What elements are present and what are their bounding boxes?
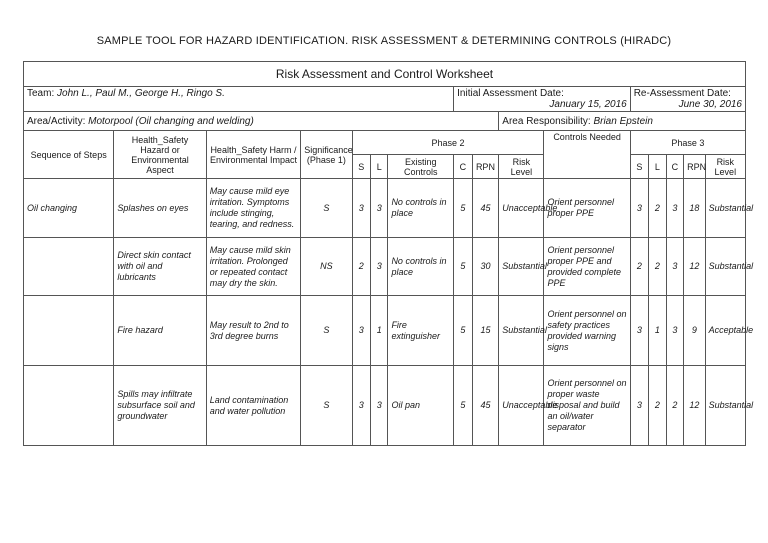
reassessment-cell: [630, 87, 745, 112]
header-harm: Health_Safety Harm / Environmental Impact: [206, 131, 300, 179]
reassessment-label: Re-Assessment Date:: [633, 88, 731, 99]
cell-p3-risk-level: Substantial: [705, 179, 745, 238]
cell-p2-rpn: 30: [472, 238, 499, 296]
cell-sequence: [24, 366, 114, 446]
cell-sequence: [24, 238, 114, 296]
area-responsibility-value: Brian Epstein: [593, 115, 653, 127]
cell-controls-needed: Orient personnel on safety practices provided warning signs: [544, 296, 630, 366]
cell-p2-c: 5: [454, 366, 472, 446]
cell-sequence: [24, 296, 114, 366]
header-significance: Significance (Phase 1): [301, 131, 352, 179]
cell-hazard: Splashes on eyes: [114, 179, 206, 238]
cell-p3-l: 2: [649, 366, 666, 446]
cell-p3-rpn: 12: [684, 366, 706, 446]
cell-significance: NS: [301, 238, 352, 296]
cell-p2-l: 3: [370, 366, 387, 446]
cell-p2-l: 3: [370, 179, 387, 238]
initial-assessment-cell: [454, 87, 631, 112]
cell-p2-risk-level: Substantial: [499, 296, 544, 366]
cell-p2-s: 3: [352, 179, 370, 238]
cell-p3-c: 2: [666, 366, 683, 446]
header-p2-s: S: [352, 155, 370, 179]
area-activity-cell: [24, 112, 499, 131]
cell-p2-l: 3: [370, 238, 387, 296]
cell-p3-risk-level: Substantial: [705, 366, 745, 446]
header-p3-risk-level: Risk Level: [705, 155, 745, 179]
cell-hazard: Spills may infiltrate subsurface soil and groundwater: [114, 366, 206, 446]
cell-existing-controls: Oil pan: [388, 366, 454, 446]
cell-p3-risk-level: Acceptable: [705, 296, 745, 366]
header-p3-l: L: [649, 155, 666, 179]
cell-p2-s: 3: [352, 296, 370, 366]
header-p2-existing-controls: Existing Controls: [388, 155, 454, 179]
table-row: [24, 238, 746, 296]
area-responsibility-label: Area Responsibility:: [502, 115, 591, 127]
cell-p3-c: 3: [666, 296, 683, 366]
header-sequence: Sequence of Steps: [24, 131, 114, 179]
area-activity-label: Area/Activity:: [27, 115, 86, 127]
cell-p2-rpn: 45: [472, 179, 499, 238]
cell-p2-risk-level: Unacceptable: [499, 366, 544, 446]
worksheet-title: Risk Assessment and Control Worksheet: [24, 62, 746, 87]
team-label: Team:: [27, 88, 55, 99]
cell-hazard: Direct skin contact with oil and lubricants: [114, 238, 206, 296]
header-hazard: Health_Safety Hazard or Environmental Aspect: [114, 131, 206, 179]
header-p2-l: L: [370, 155, 387, 179]
cell-p2-rpn: 15: [472, 296, 499, 366]
cell-sequence: Oil changing: [24, 179, 114, 238]
table-row: [24, 366, 746, 446]
cell-p3-rpn: 9: [684, 296, 706, 366]
cell-existing-controls: No controls in place: [388, 238, 454, 296]
cell-hazard: Fire hazard: [114, 296, 206, 366]
header-controls-needed: Controls Needed: [544, 131, 630, 179]
table-row: [24, 179, 746, 238]
cell-p2-c: 5: [454, 179, 472, 238]
cell-p3-rpn: 18: [684, 179, 706, 238]
cell-p3-c: 3: [666, 238, 683, 296]
cell-p3-rpn: 12: [684, 238, 706, 296]
area-responsibility-cell: [499, 112, 746, 131]
header-p3-c: C: [666, 155, 683, 179]
cell-p3-c: 3: [666, 179, 683, 238]
header-p2-risk-level: Risk Level: [499, 155, 544, 179]
cell-p3-s: 3: [630, 179, 648, 238]
cell-significance: S: [301, 366, 352, 446]
cell-controls-needed: Orient personnel proper PPE: [544, 179, 630, 238]
cell-p3-s: 2: [630, 238, 648, 296]
cell-harm: Land contamination and water pollution: [206, 366, 300, 446]
cell-p3-s: 3: [630, 296, 648, 366]
risk-worksheet-table: [23, 61, 754, 446]
cell-p2-c: 5: [454, 238, 472, 296]
page-heading: SAMPLE TOOL FOR HAZARD IDENTIFICATION. RISK ASSESSMENT & DETERMINING CONTROLS (HIRADC): [96, 35, 672, 47]
cell-significance: S: [301, 179, 352, 238]
cell-significance: S: [301, 296, 352, 366]
team-value: John L., Paul M., George H., Ringo S.: [57, 88, 225, 99]
cell-p2-s: 2: [352, 238, 370, 296]
cell-p2-c: 5: [454, 296, 472, 366]
area-activity-value: Motorpool (Oil changing and welding): [88, 115, 254, 127]
cell-p2-rpn: 45: [472, 366, 499, 446]
cell-controls-needed: Orient personnel proper PPE and provided complete PPE: [544, 238, 630, 296]
cell-p2-risk-level: Substantial: [499, 238, 544, 296]
reassessment-value: June 30, 2016: [678, 99, 742, 110]
cell-p2-s: 3: [352, 366, 370, 446]
cell-harm: May cause mild skin irritation. Prolonged or repeated contact may dry the skin.: [206, 238, 300, 296]
cell-harm: May cause mild eye irritation. Symptoms include stinging, tearing, and redness.: [206, 179, 300, 238]
cell-harm: May result to 2nd to 3rd degree burns: [206, 296, 300, 366]
cell-p3-l: 2: [649, 179, 666, 238]
cell-p3-s: 3: [630, 366, 648, 446]
cell-p3-l: 2: [649, 238, 666, 296]
initial-assessment-value: January 15, 2016: [549, 99, 627, 110]
header-p3-rpn: RPN: [684, 155, 706, 179]
initial-assessment-label: Initial Assessment Date:: [457, 88, 564, 99]
header-p2-rpn: RPN: [472, 155, 499, 179]
header-p2-c: C: [454, 155, 472, 179]
cell-existing-controls: Fire extinguisher: [388, 296, 454, 366]
header-p3-s: S: [630, 155, 648, 179]
cell-p2-risk-level: Unacceptable: [499, 179, 544, 238]
cell-p2-l: 1: [370, 296, 387, 366]
cell-controls-needed: Orient personnel on proper waste disposal and build an oil/water separator: [544, 366, 630, 446]
table-row: [24, 296, 746, 366]
cell-p3-risk-level: Substantial: [705, 238, 745, 296]
header-phase3: Phase 3: [630, 131, 745, 155]
header-phase2: Phase 2: [352, 131, 544, 155]
team-cell: [24, 87, 454, 112]
cell-existing-controls: No controls in place: [388, 179, 454, 238]
cell-p3-l: 1: [649, 296, 666, 366]
